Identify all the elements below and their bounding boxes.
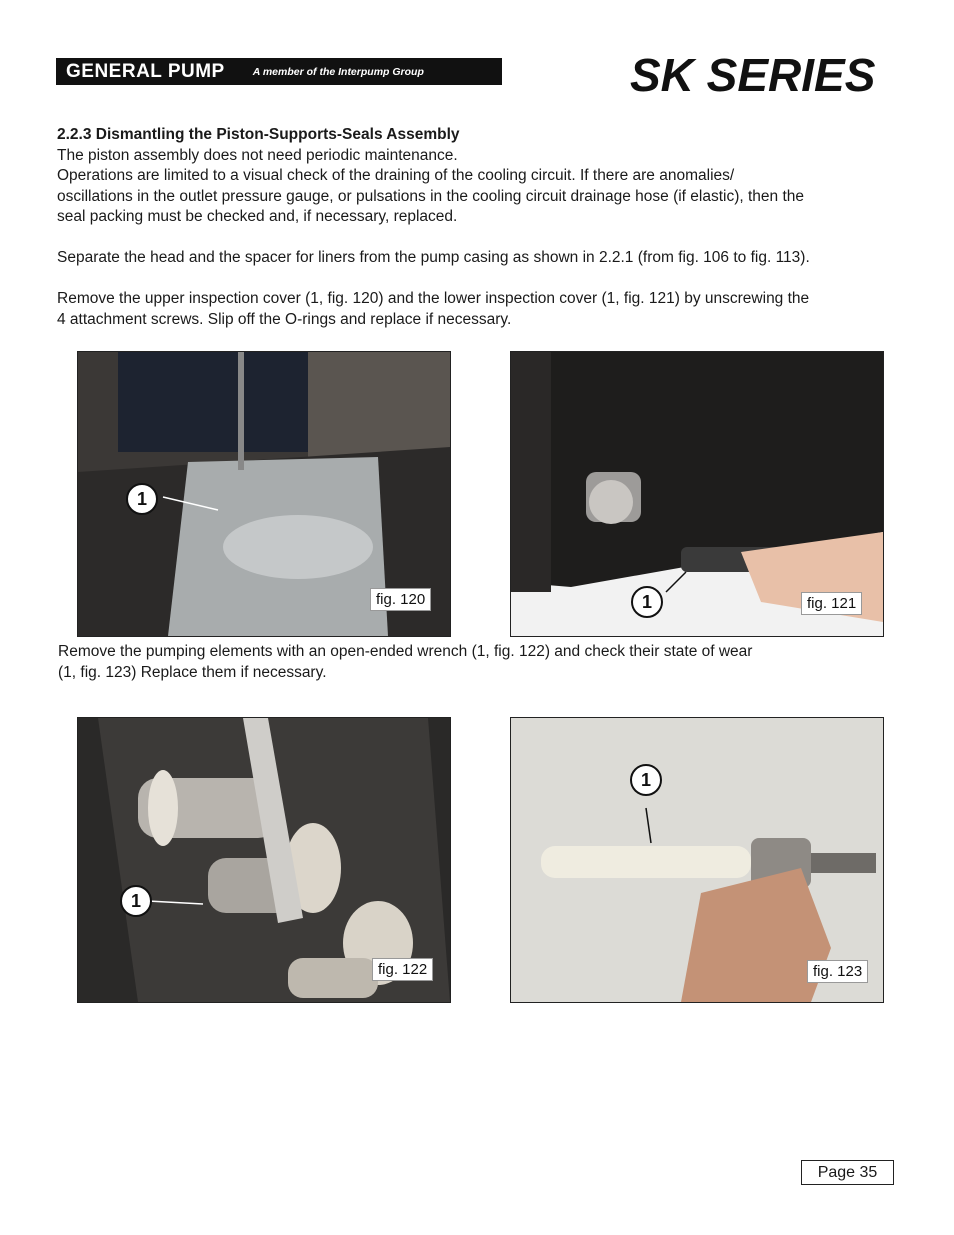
- paragraph-line: Separate the head and the spacer for liners from the pump casing as shown in 2.2.1 (from fig. 106 to fig. 113).: [57, 249, 810, 266]
- paragraph-line: Remove the pumping elements with an open-ended wrench (1, fig. 122) and check their state of wear: [58, 643, 753, 660]
- page-number: Page 35: [801, 1160, 894, 1185]
- figure-122-photo: [77, 717, 451, 1003]
- paragraph-line: seal packing must be checked and, if necessary, replaced.: [57, 208, 458, 225]
- paragraph-line: Operations are limited to a visual check of the draining of the cooling circuit. If there are anomalies/: [57, 167, 735, 184]
- paragraph-line: Remove the upper inspection cover (1, fig. 120) and the lower inspection cover (1, fig. 121) by unscrewing the: [57, 290, 810, 307]
- brand-tagline: A member of the Interpump Group: [252, 65, 424, 78]
- figure-121-photo: [510, 351, 884, 637]
- callout-number: 1: [120, 885, 152, 917]
- series-title: SK SERIES: [630, 49, 876, 101]
- section-heading: 2.2.3 Dismantling the Piston-Supports-Seals Assembly: [57, 126, 460, 143]
- figure-123-photo: [510, 717, 884, 1003]
- callout-number: 1: [126, 483, 158, 515]
- paragraph-line: oscillations in the outlet pressure gauge, or pulsations in the cooling circuit drainage hose (if elastic), then the: [57, 187, 805, 205]
- figure-label: fig. 120: [370, 588, 431, 611]
- figure-label: fig. 123: [807, 960, 868, 983]
- paragraph-line: The piston assembly does not need periodic maintenance.: [57, 146, 458, 164]
- section-text-block: [57, 125, 810, 330]
- section-text-block: [58, 642, 752, 683]
- paragraph-line: 4 attachment screws. Slip off the O-rings and replace if necessary.: [57, 310, 512, 328]
- figure-label: fig. 122: [372, 958, 433, 981]
- brand-header-bar: [56, 58, 502, 85]
- figure-120-photo: [77, 351, 451, 637]
- callout-number: 1: [631, 586, 663, 618]
- paragraph-line: (1, fig. 123) Replace them if necessary.: [58, 663, 327, 681]
- callout-number: 1: [630, 764, 662, 796]
- figure-label: fig. 121: [801, 592, 862, 615]
- brand-name: GENERAL PUMP: [66, 60, 225, 82]
